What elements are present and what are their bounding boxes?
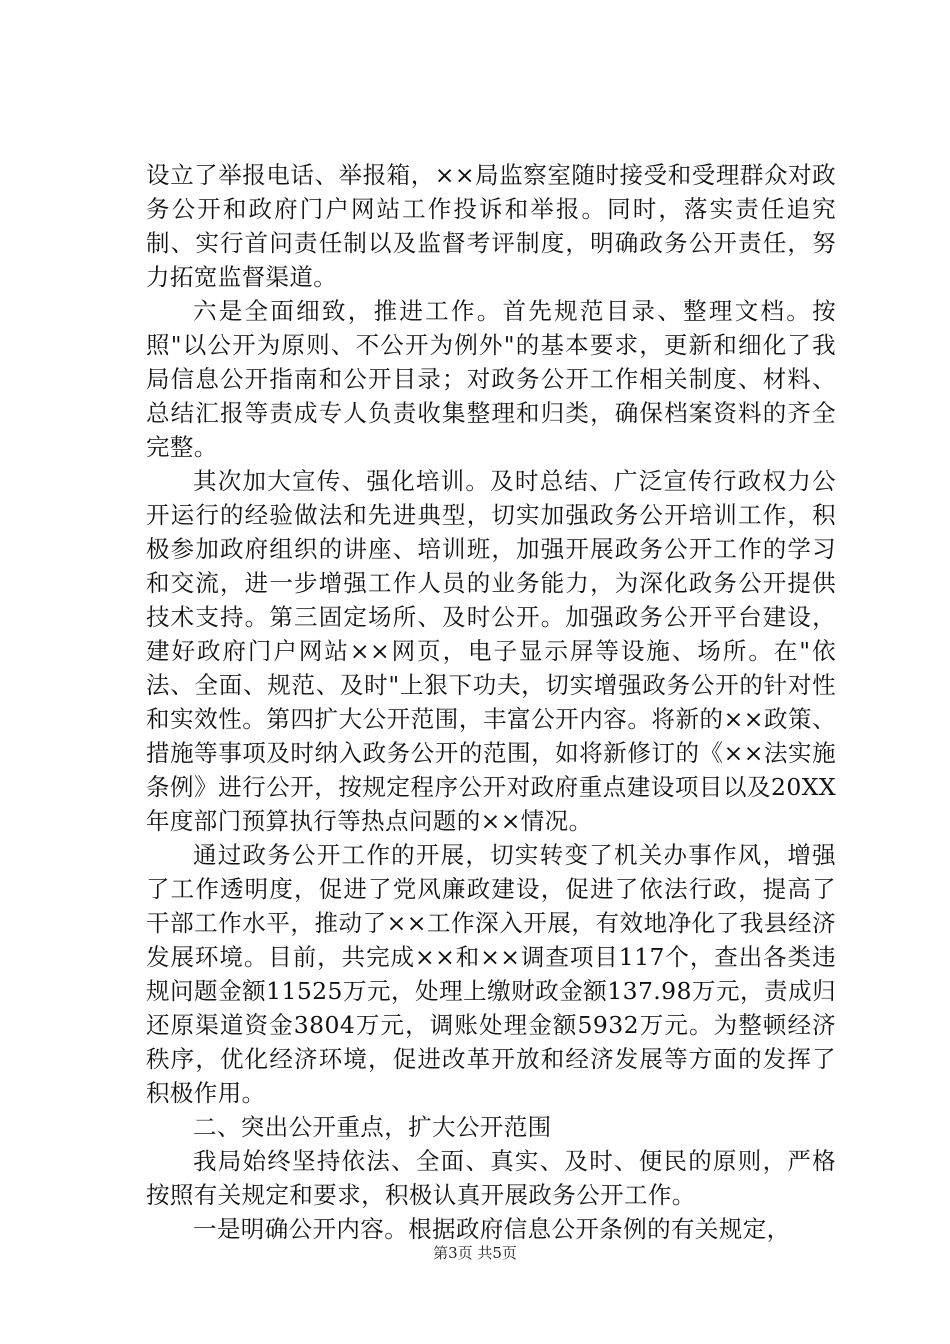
paragraph-4: 通过政务公开工作的开展，切实转变了机关办事作风，增强了工作透明度，促进了党风廉政建设，促进了依法行政，提高了干部工作水平，推动了××工作深入开展，有效地净化了我县经济发展环境。目前，共完成××和××调查项目117个，查出各类违规问题金额11525万元，处理上缴财政金额137.98万元，责成归还原渠道资金3804万元，调账处理金额5932万元。为整顿经济秩序，优化经济环境，促进改革开放和经济发展等方面的发挥了积极作用。 xyxy=(146,841,836,1107)
section-heading: 二、突出公开重点，扩大公开范围 xyxy=(193,1113,552,1141)
paragraph-1: 设立了举报电话、举报箱，××局监察室随时接受和受理群众对政务公开和政府门户网站工作投诉和举报。同时，落实责任追究制、实行首问责任制以及监督考评制度，明确政务公开责任，努力拓宽监督渠道。 xyxy=(146,161,836,291)
document-body xyxy=(146,158,836,1246)
page-footer: 第3页 共5页 xyxy=(433,1244,517,1262)
paragraph-6: 一是明确公开内容。根据政府信息公开条例的有关规定， xyxy=(193,1215,791,1243)
paragraph-3: 其次加大宣传、强化培训。及时总结、广泛宣传行政权力公开运行的经验做法和先进典型，切实加强政务公开培训工作，积极参加政府组织的讲座、培训班，加强开展政务公开工作的学习和交流，进一步增强工作人员的业务能力，为深化政务公开提供技术支持。第三固定场所、及时公开。加强政务公开平台建设，建好政府门户网站××网页，电子显示屏等设施、场所。在"依法、全面、规范、及时"上狠下功夫，切实增强政务公开的针对性和实效性。第四扩大公开范围，丰富公开内容。将新的××政策、措施等事项及时纳入政务公开的范围，如将新修订的《××法实施条例》进行公开，按规定程序公开对政府重点建设项目以及20XX年度部门预算执行等热点问题的××情况。 xyxy=(146,467,836,835)
paragraph-5: 我局始终坚持依法、全面、真实、及时、便民的原则，严格按照有关规定和要求，积极认真开展政务公开工作。 xyxy=(146,1147,836,1209)
paragraph-2: 六是全面细致，推进工作。首先规范目录、整理文档。按照"以公开为原则、不公开为例外"的基本要求，更新和细化了我局信息公开指南和公开目录；对政务公开工作相关制度、材料、总结汇报等责成专人负责收集整理和归类，确保档案资料的齐全完整。 xyxy=(146,297,836,461)
